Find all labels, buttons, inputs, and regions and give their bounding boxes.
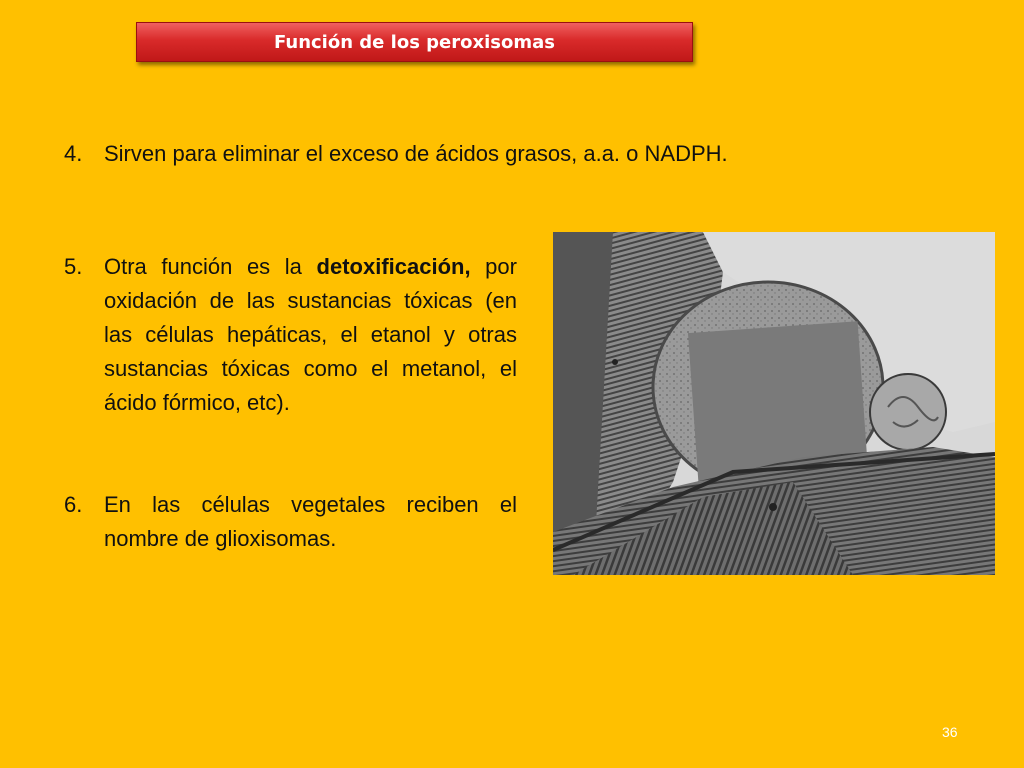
- list-text-6: En las células vegetales reciben el nombre de glioxisomas.: [104, 492, 517, 551]
- list-text-4: Sirven para eliminar el exceso de ácidos grasos, a.a. o NADPH.: [104, 141, 728, 166]
- list-text-5-bold: detoxificación,: [316, 254, 471, 279]
- list-number-6: 6.: [64, 492, 83, 517]
- list-number-4: 4.: [64, 141, 83, 166]
- page-number: 36: [942, 724, 958, 740]
- list-item-5: [64, 250, 517, 420]
- list-number-5: 5.: [64, 254, 83, 279]
- peroxisome-micrograph-image: [553, 232, 995, 575]
- slide-title-banner: [136, 22, 693, 62]
- list-item-6: [64, 488, 517, 556]
- slide-title: Función de los peroxisomas: [273, 31, 555, 53]
- list-item-4: [64, 137, 964, 171]
- list-text-5-b: por oxidación de las sustancias tóxicas (en las células hepáticas, el etanol y otras sustancias tóxicas como el metanol, el ácido fórmico, etc).: [104, 254, 517, 415]
- list-text-5-a: Otra función es la: [104, 254, 317, 279]
- list-text-5: [104, 250, 517, 420]
